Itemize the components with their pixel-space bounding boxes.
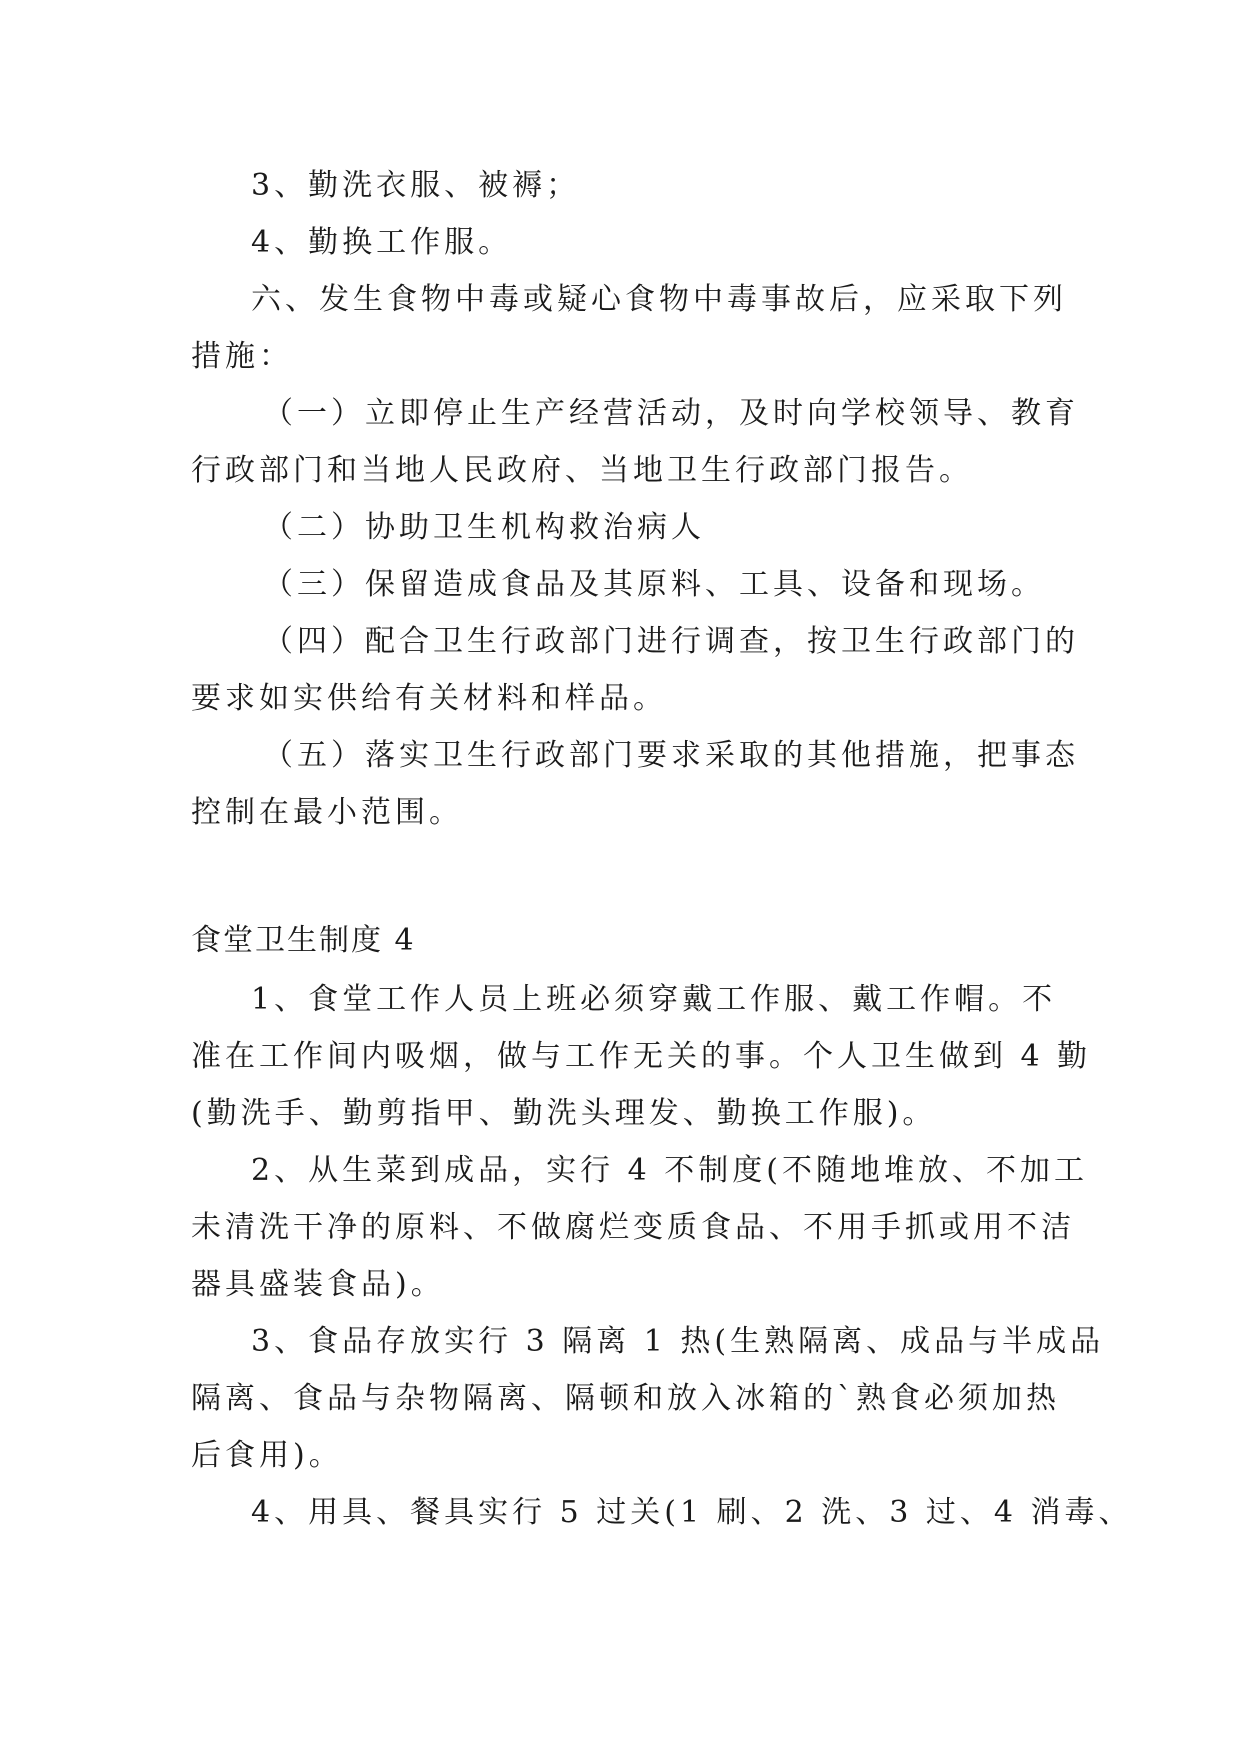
rule-4-line-1: 4、用具、餐具实行 5 过关(1 刷、2 洗、3 过、4 消毒、 <box>251 1495 1133 1530</box>
measure-5-line-2: 控制在最小范围。 <box>191 795 463 830</box>
rule-2-line-1: 2、从生菜到成品，实行 4 不制度(不随地堆放、不加工 <box>251 1153 1088 1188</box>
rule-3-line-3: 后食用)。 <box>191 1438 343 1473</box>
list-item-3: 3、勤洗衣服、被褥； <box>251 168 581 203</box>
measure-4-line-1: （四）配合卫生行政部门进行调查，按卫生行政部门的 <box>263 624 1079 659</box>
item-6-line-2: 措施： <box>191 339 293 374</box>
rule-1-line-3: (勤洗手、勤剪指甲、勤洗头理发、勤换工作服)。 <box>191 1096 937 1131</box>
section-title: 食堂卫生制度 4 <box>191 923 416 958</box>
rule-3-line-1: 3、食品存放实行 3 隔离 1 热(生熟隔离、成品与半成品 <box>251 1324 1105 1359</box>
measure-2: （二）协助卫生机构救治病人 <box>263 510 705 545</box>
rule-1-line-2: 准在工作间内吸烟，做与工作无关的事。个人卫生做到 4 勤 <box>191 1039 1092 1074</box>
measure-1-line-2: 行政部门和当地人民政府、当地卫生行政部门报告。 <box>191 453 973 488</box>
rule-3-line-2: 隔离、食品与杂物隔离、隔顿和放入冰箱的`熟食必须加热 <box>191 1381 1060 1416</box>
measure-1-line-1: （一）立即停止生产经营活动，及时向学校领导、教育 <box>263 396 1079 431</box>
rule-2-line-3: 器具盛装食品)。 <box>191 1267 445 1302</box>
measure-3: （三）保留造成食品及其原料、工具、设备和现场。 <box>263 567 1045 602</box>
rule-2-line-2: 未清洗干净的原料、不做腐烂变质食品、不用手抓或用不洁 <box>191 1210 1075 1245</box>
item-6-line-1: 六、发生食物中毒或疑心食物中毒事故后，应采取下列 <box>251 282 1067 317</box>
measure-5-line-1: （五）落实卫生行政部门要求采取的其他措施，把事态 <box>263 738 1079 773</box>
measure-4-line-2: 要求如实供给有关材料和样品。 <box>191 681 667 716</box>
list-item-4: 4、勤换工作服。 <box>251 225 513 260</box>
rule-1-line-1: 1、食堂工作人员上班必须穿戴工作服、戴工作帽。不 <box>251 982 1057 1017</box>
